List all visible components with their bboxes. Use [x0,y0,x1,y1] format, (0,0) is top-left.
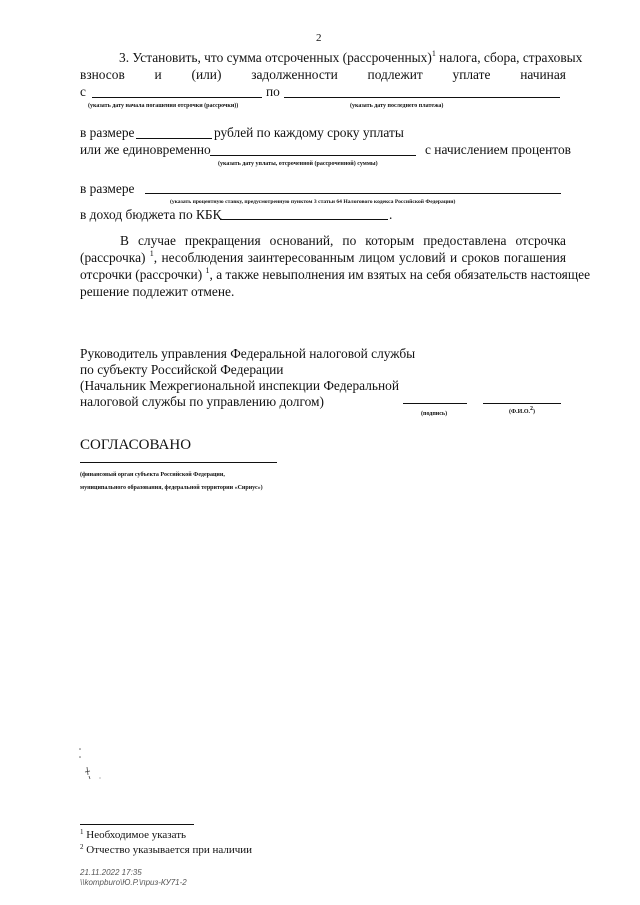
lump-sum-label: или же единовременно [80,142,211,157]
para3-word: и [154,67,162,82]
signatory-line1: Руководитель управления Федеральной налоговой службы [80,346,416,361]
termination-line4: решение подлежит отмене. [80,284,235,299]
footnote-2: $^2$ Отчество указывается при наличии [80,843,253,856]
signatory-line3: (Начальник Межрегиональной инспекции Федеральной [80,378,400,393]
amount-label: в размере [80,125,135,140]
start-date-field [92,97,262,98]
amount-per-term: рублей по каждому сроку уплаты [214,125,404,140]
caption-rate: (указать процентную ставку, предусмотренную пунктом 3 статьи 64 Налогового кодекса Российской Федерации) [170,199,456,205]
agreed-title: СОГЛАСОВАНО [80,437,192,453]
caption-signature: (подпись) [421,411,448,417]
termination-line1: В случае прекращения оснований, по которым предоставлена отсрочка [120,233,566,248]
para3-line1: 3. Установить, что сумма отсроченных (рассроченных)$^1$ налога, сбора, страховых [119,49,583,65]
scan-marks [76,745,116,795]
caption-lump-sum-date: (указать дату уплаты, отсроченной (рассроченной) суммы) [218,161,378,167]
last-payment-date-field [284,97,560,98]
caption-name: (Ф.И.О.$^2$) [509,406,535,415]
interest-label: с начислением процентов [425,142,571,157]
print-stamp-path: \\kompburo\Ю.Р.\приз-КУ71-2 [80,878,187,887]
rate-label: в размере [80,181,135,196]
termination-line3: отсрочки (рассрочки) $^1$, а также невыполнения им взятых на себя обязательств настоящее [80,266,591,282]
para3-word: начиная [520,67,566,82]
para3-word: взносов [80,67,125,82]
agreed-field [80,462,277,463]
para3-word: (или) [191,67,222,82]
caption-agreed-1: (финансовый орган субъекта Российской Федерации, [80,472,225,478]
para3-c-label: с [80,84,86,99]
amount-field [136,138,212,139]
signature-field [403,403,467,404]
lump-sum-date-field [210,155,416,156]
footnote-1: $^1$ Необходимое указать [80,828,187,841]
kbk-label: в доход бюджета по КБК [80,207,222,222]
para3-word: задолженности [251,67,338,82]
caption-agreed-2: муниципального образования, федеральной территории «Сириус») [80,485,263,491]
para3-po-label: по [266,84,280,99]
caption-start-date: (указать дату начала погашения отсрочки (рассрочки)) [88,103,239,109]
signatory-line2: по субъекту Российской Федерации [80,362,284,377]
caption-last-payment: (указать дату последнего платежа) [350,103,444,109]
rate-field [145,193,561,194]
para3-word: уплате [452,67,491,82]
page-number: 2 [316,32,322,44]
name-field [483,403,561,404]
kbk-field [220,219,388,220]
termination-line2: (рассрочка) $^1$, несоблюдения заинтересованным лицом условий и сроков погашения [80,249,566,265]
kbk-end: . [389,207,393,222]
footnote-separator [80,824,194,825]
para3-line2 [80,67,566,83]
para3-word: подлежит [367,67,423,82]
signatory-line4: налоговой службы по управлению долгом) [80,394,324,409]
print-stamp-date: 21.11.2022 17:35 [80,868,142,877]
